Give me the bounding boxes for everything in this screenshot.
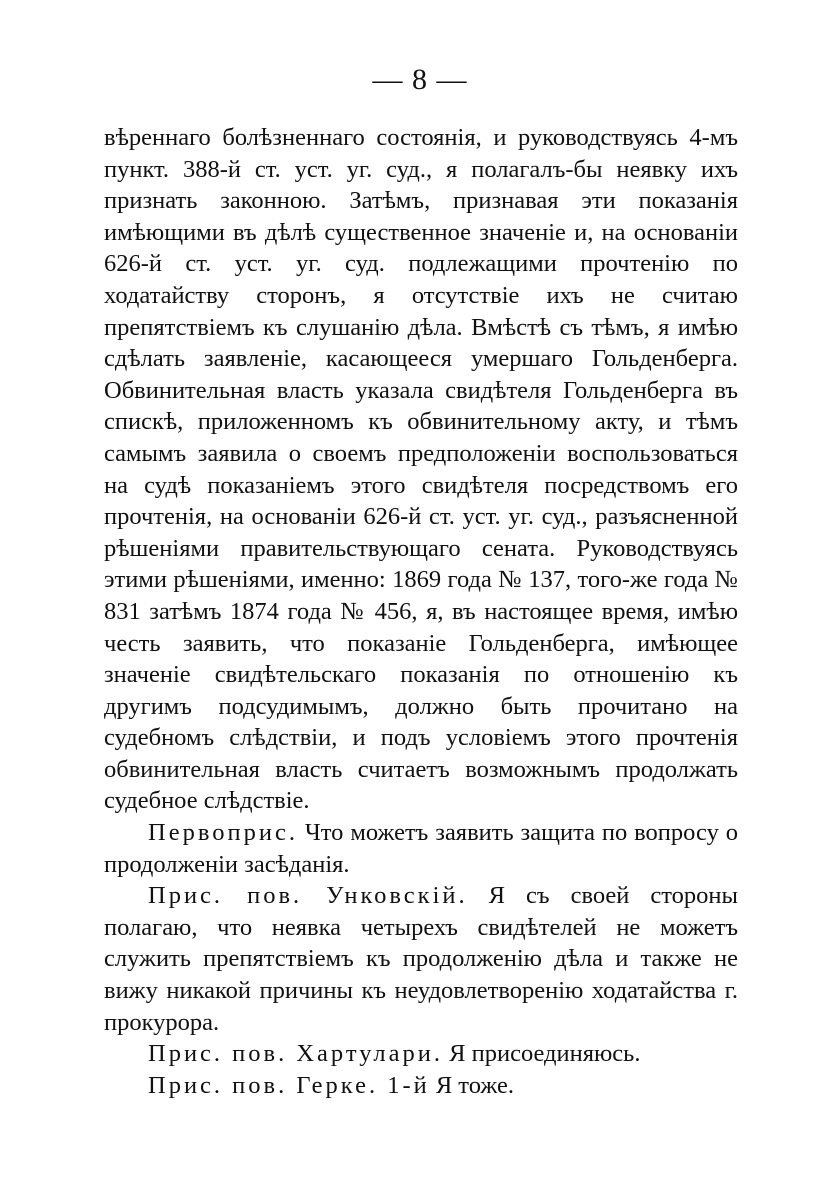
paragraph-unkovsky: [104, 880, 738, 1038]
paragraph-gerke: [104, 1070, 738, 1102]
speaker-name: Первоприс.: [148, 819, 298, 847]
paragraph-khartulari: [104, 1038, 738, 1070]
paragraph-prosecutor-continuation: [104, 122, 738, 817]
paragraph-text: Я присоединяюсь.: [449, 1040, 641, 1068]
paragraph-text: Я тоже.: [435, 1071, 514, 1099]
body-text: [104, 122, 738, 1101]
speaker-name: Прис. пов. Герке. 1-й: [148, 1071, 430, 1099]
paragraph-text: Что можетъ заявить защита по вопросу о продолженіи засѣданія.: [104, 819, 738, 878]
page-number: — 8 —: [372, 63, 468, 96]
paragraph-presiding-judge: [104, 817, 738, 880]
paragraph-text: вѣреннаго болѣзненнаго состоянія, и руководствуясь 4-мъ пункт. 388-й ст. уст. уг. суд., я полагалъ-бы неявку ихъ признать законною. Затѣмъ, признавая эти показанія имѣющими въ дѣлѣ существенное значеніе и, на основаніи 626-й ст. уст. уг. суд. подлежащими прочтенію по ходатайству сторонъ, я отсутствіе ихъ не считаю препятствіемъ къ слушанію дѣла. Вмѣстѣ съ тѣмъ, я имѣю сдѣлать заявленіе, касающееся умершаго Гольденберга. Обвинительная власть указала свидѣтеля Гольденберга въ спискѣ, приложенномъ къ обвинительному акту, и тѣмъ самымъ заявила о своемъ предположеніи воспользоваться на судѣ показаніемъ этого свидѣтеля посредствомъ его прочтенія, на основаніи 626-й ст. уст. уг. суд., разъясненной рѣшеніями правительствующаго сената. Руководствуясь этими рѣшеніями, именно: 1869 года № 137, того-же года № 831 затѣмъ 1874 года № 456, я, въ настоящее время, имѣю честь заявить, что показаніе Гольденберга, имѣющее значеніе свидѣтельскаго показанія по отношенію къ другимъ подсудимымъ, должно быть прочитано на судебномъ слѣдствіи, и подъ условіемъ этого прочтенія обвинительная власть считаетъ возможнымъ продолжать судебное слѣдствіе.: [104, 124, 738, 815]
paragraph-text: Я съ своей стороны полагаю, что неявка четырехъ свидѣтелей не можетъ служить препятствіемъ къ продолженію дѣла и также не вижу никакой причины къ неудовлетворенію ходатайства г. прокурора.: [104, 882, 739, 1036]
speaker-name: Прис. пов. Хартулари.: [148, 1040, 443, 1068]
speaker-name: Прис. пов. Унковскій.: [148, 882, 468, 910]
